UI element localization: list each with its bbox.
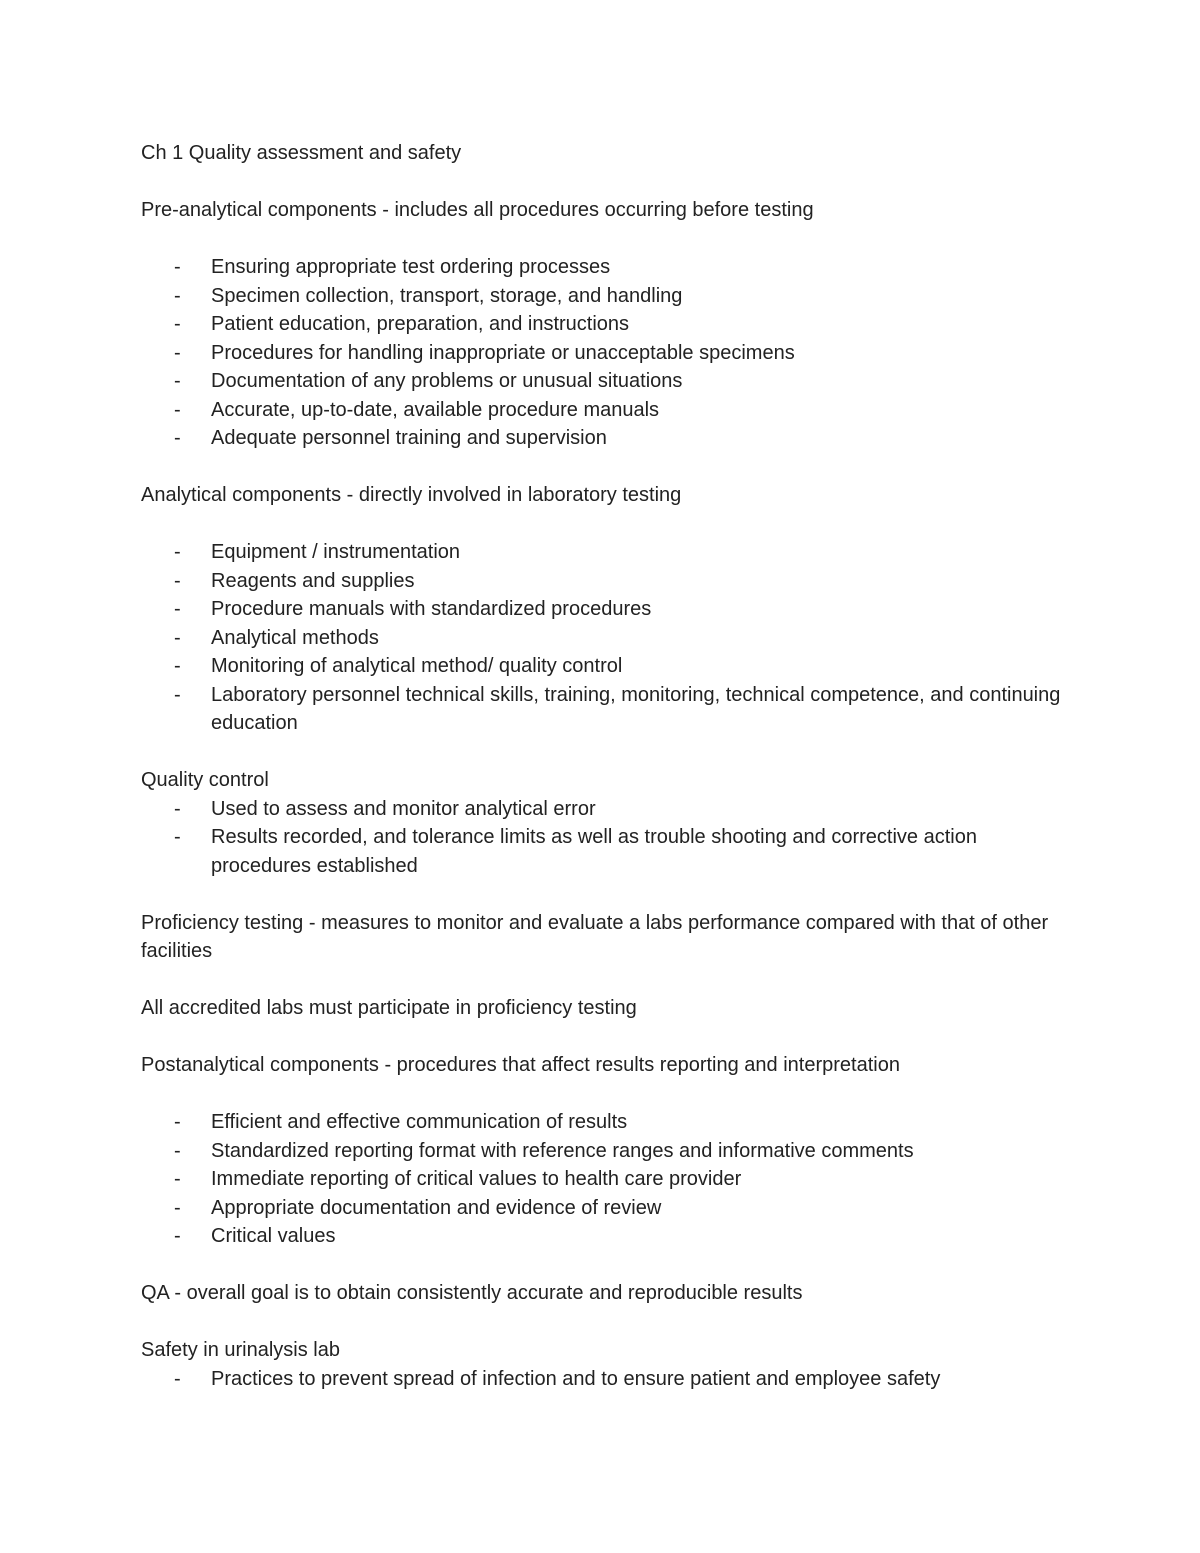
list-item-text: Documentation of any problems or unusual situations [211,370,683,392]
document-page [141,139,1061,1393]
dash-bullet: - [174,1196,181,1219]
dash-bullet: - [174,1367,181,1390]
dash-bullet: - [174,398,181,421]
list-item-text: Adequate personnel training and supervision [211,427,607,449]
list-item [141,282,1061,311]
dash-bullet: - [174,284,181,307]
list-item [141,367,1061,396]
safety-heading: Safety in urinalysis lab [141,1339,340,1361]
list-item-text: Specimen collection, transport, storage, and handling [211,284,683,307]
list-item [141,253,1061,282]
page-title: Ch 1 Quality assessment and safety [141,142,462,164]
analytical-heading: Analytical components - directly involved in laboratory testing [141,484,682,506]
proficiency-testing-paragraph: Proficiency testing - measures to monitor and evaluate a labs performance compared with that of other facilities [141,911,1049,962]
list-item-text: Critical values [211,1225,336,1247]
list-item-text: Immediate reporting of critical values to health care provider [211,1168,742,1190]
dash-bullet: - [174,598,181,620]
list-item [141,1365,1061,1394]
list-item-text: Monitoring of analytical method/ quality control [211,655,623,677]
dash-bullet: - [174,569,181,592]
dash-bullet: - [174,341,181,364]
list-item-text: Practices to prevent spread of infection and to ensure patient and employee safety [211,1367,941,1390]
dash-bullet: - [174,826,181,848]
list-item [141,1137,1061,1166]
list-item-text: Patient education, preparation, and instructions [211,313,630,335]
list-item [141,567,1061,596]
list-item [141,310,1061,339]
list-item-text: Laboratory personnel technical skills, training, monitoring, technical competence, and continuing education [211,683,1061,734]
list-item [141,1108,1061,1137]
list-item-text: Results recorded, and tolerance limits as well as trouble shooting and corrective action procedures established [211,826,977,877]
dash-bullet: - [174,256,181,278]
list-item-text: Accurate, up-to-date, available procedure manuals [211,398,660,421]
list-item [141,1194,1061,1223]
postanalytical-heading: Postanalytical components - procedures that affect results reporting and interpretation [141,1054,900,1076]
qa-paragraph: QA - overall goal is to obtain consistently accurate and reproducible results [141,1282,803,1304]
list-item [141,424,1061,453]
list-item [141,538,1061,567]
dash-bullet: - [174,626,181,649]
dash-bullet: - [174,1139,181,1162]
dash-bullet: - [174,1225,181,1247]
list-item [141,1165,1061,1194]
dash-bullet: - [174,370,181,392]
dash-bullet: - [174,797,181,820]
list-item-text: Efficient and effective communication of results [211,1111,628,1133]
list-item [141,823,1061,880]
postanalytical-list [141,1108,1061,1251]
dash-bullet: - [174,683,181,706]
dash-bullet: - [174,655,181,677]
quality-control-heading: Quality control [141,769,269,791]
list-item-text: Standardized reporting format with reference ranges and informative comments [211,1139,914,1162]
dash-bullet: - [174,541,181,563]
list-item-text: Procedure manuals with standardized procedures [211,598,652,620]
list-item-text: Appropriate documentation and evidence of review [211,1196,662,1219]
list-item [141,795,1061,824]
dash-bullet: - [174,1168,181,1190]
list-item [141,1222,1061,1251]
list-item [141,652,1061,681]
pre-analytical-list [141,253,1061,453]
dash-bullet: - [174,313,181,335]
list-item-text: Ensuring appropriate test ordering processes [211,256,611,278]
list-item [141,595,1061,624]
analytical-list [141,538,1061,738]
pre-analytical-heading: Pre-analytical components - includes all procedures occurring before testing [141,199,814,221]
list-item-text: Procedures for handling inappropriate or unacceptable specimens [211,341,795,364]
dash-bullet: - [174,1111,181,1133]
list-item-text: Equipment / instrumentation [211,541,461,563]
list-item [141,339,1061,368]
list-item-text: Analytical methods [211,626,379,649]
list-item-text: Used to assess and monitor analytical error [211,797,596,820]
safety-list [141,1365,1061,1394]
accredited-labs-paragraph: All accredited labs must participate in proficiency testing [141,997,637,1019]
list-item-text: Reagents and supplies [211,569,415,592]
list-item [141,396,1061,425]
list-item [141,681,1061,738]
list-item [141,624,1061,653]
dash-bullet: - [174,427,181,449]
quality-control-list [141,795,1061,881]
